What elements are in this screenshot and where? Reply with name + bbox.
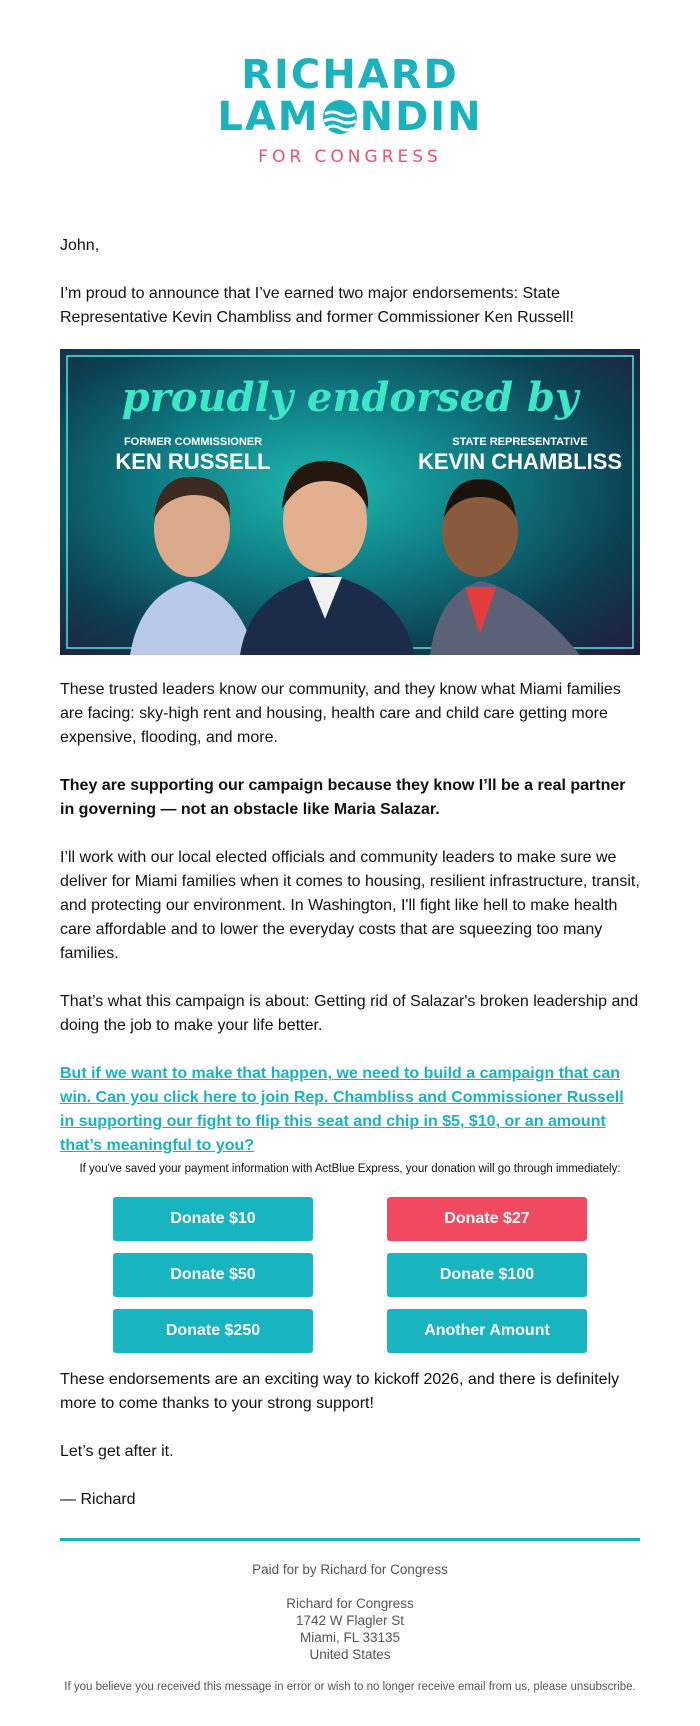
footer-street: 1742 W Flagler St bbox=[295, 1613, 405, 1628]
campaign-logo bbox=[0, 52, 700, 167]
intro-paragraph bbox=[60, 282, 640, 330]
logo-line-1: RICHARD bbox=[241, 52, 459, 98]
unsubscribe-text[interactable]: If you believe you received this message in error or wish to no longer receive email from us, please unsubscribe. bbox=[64, 1681, 636, 1693]
footer-divider bbox=[60, 1538, 640, 1541]
right-endorser-photo bbox=[430, 479, 580, 655]
unsubscribe-notice bbox=[60, 1680, 640, 1695]
paragraph-5 bbox=[60, 1368, 640, 1416]
paragraph-1 bbox=[60, 678, 640, 750]
candidate-photo bbox=[240, 461, 415, 655]
paragraph-5-text: These endorsements are an exciting way to kickoff 2026, and there is definitely more to come thanks to your strong support! bbox=[60, 1371, 620, 1412]
logo-line-3: FOR CONGRESS bbox=[258, 147, 442, 167]
call-to-action bbox=[60, 1062, 640, 1158]
donate-27-button[interactable]: Donate $27 bbox=[387, 1197, 587, 1241]
greeting bbox=[60, 234, 640, 258]
paragraph-1-text: These trusted leaders know our community, and they know what Miami families are facing: sky-high rent and housing, health care and child care getting more expensive, flooding, and more. bbox=[60, 681, 621, 746]
paragraph-4 bbox=[60, 990, 640, 1038]
paid-for-disclaimer: Paid for by Richard for Congress bbox=[252, 1562, 448, 1577]
endorsement-banner bbox=[60, 349, 640, 655]
logo-line-2 bbox=[0, 94, 700, 140]
paragraph-3 bbox=[60, 846, 640, 966]
paragraph-2 bbox=[60, 774, 640, 822]
paragraph-6 bbox=[60, 1440, 640, 1464]
donate-cta-link[interactable]: But if we want to make that happen, we need to build a campaign that can win. Can you click here to join Rep. Chambliss and Commissioner Russell in supporting our fight to flip this seat and chip in $5, $10, or an amount that’s meaningful to you? bbox=[60, 1065, 624, 1154]
signoff-text: — Richard bbox=[60, 1491, 136, 1508]
actblue-note: If you've saved your payment information with ActBlue Express, your donation will go through immediately: bbox=[79, 1163, 621, 1175]
paragraph-2-text: They are supporting our campaign because they know I’ll be a real partner in governing — not an obstacle like Maria Salazar. bbox=[60, 777, 626, 818]
donate-250-button[interactable]: Donate $250 bbox=[113, 1309, 313, 1353]
another-amount-button[interactable]: Another Amount bbox=[387, 1309, 587, 1353]
logo-line-2-end: NDIN bbox=[359, 94, 483, 140]
paragraph-4-text: That’s what this campaign is about: Getting rid of Salazar's broken leadership and doing the job to make your life better. bbox=[60, 993, 639, 1034]
logo-line-2-start: LAM bbox=[217, 94, 320, 140]
footer-city: Miami, FL 33135 bbox=[299, 1630, 401, 1645]
greeting-text: John, bbox=[60, 237, 100, 254]
donate-100-button[interactable]: Donate $100 bbox=[387, 1253, 587, 1297]
banner-headline: proudly endorsed by bbox=[121, 374, 579, 421]
signoff bbox=[60, 1488, 640, 1512]
donate-10-button[interactable]: Donate $10 bbox=[113, 1197, 313, 1241]
paragraph-3-text: I’ll work with our local elected officials and community leaders to make sure we deliver for Miami families when it comes to housing, resilient infrastructure, transit, and protecting our environment. In Washington, I'll fight like hell to make health care affordable and to lower the everyday costs that are squeezing too many families. bbox=[60, 849, 640, 962]
footer-country: United States bbox=[309, 1647, 391, 1662]
paragraph-6-text: Let’s get after it. bbox=[60, 1443, 174, 1460]
right-endorser-title: STATE REPRESENTATIVE bbox=[452, 436, 588, 448]
intro-text: I’m proud to announce that I’ve earned two major endorsements: State Representative Kevin Chambliss and former Commissioner Ken Russell! bbox=[60, 285, 574, 326]
left-endorser-title: FORMER COMMISSIONER bbox=[123, 436, 263, 448]
left-endorser-photo bbox=[130, 477, 255, 655]
banner-graphic bbox=[60, 349, 640, 655]
footer-org: Richard for Congress bbox=[286, 1596, 414, 1611]
left-endorser-name: KEN RUSSELL bbox=[115, 449, 271, 474]
donate-50-button[interactable]: Donate $50 bbox=[113, 1253, 313, 1297]
waves-icon bbox=[320, 98, 360, 136]
footer-address bbox=[60, 1595, 640, 1663]
right-endorser-name: KEVIN CHAMBLISS bbox=[417, 449, 623, 474]
